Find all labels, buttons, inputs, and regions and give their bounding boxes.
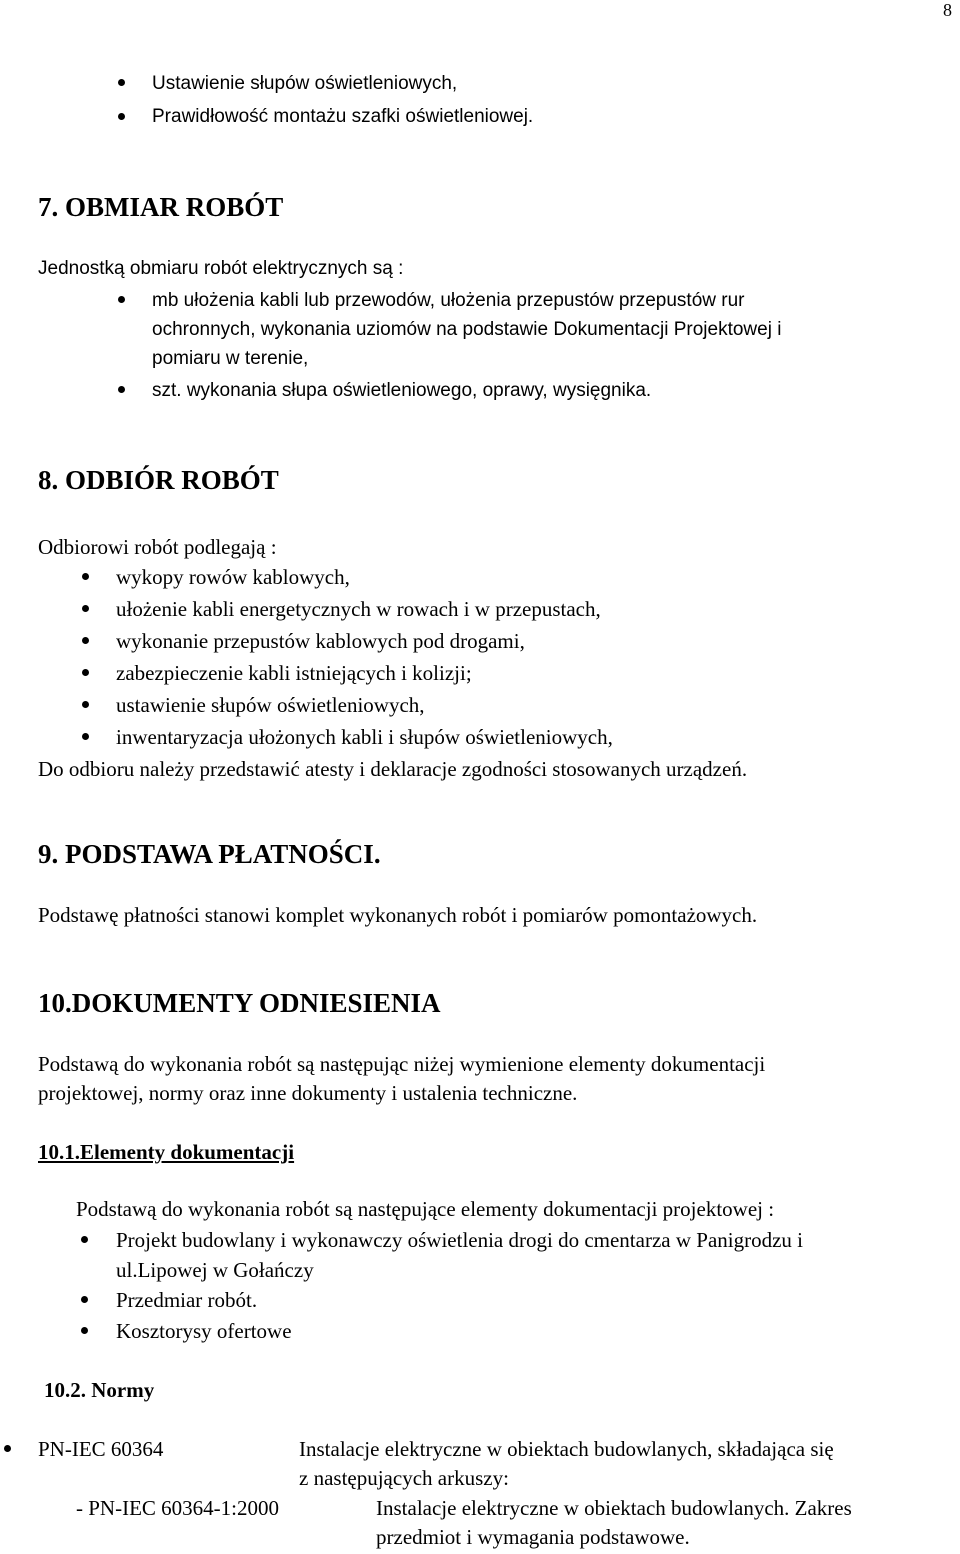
bullet	[82, 637, 89, 644]
section-8-item: zabezpieczenie kabli istniejących i kolizji;	[116, 661, 472, 685]
section-7-item-line: pomiaru w terenie,	[152, 348, 309, 369]
bullet	[118, 386, 125, 393]
section-10-text-line: projektowej, normy oraz inne dokumenty i ustalenia techniczne.	[38, 1081, 578, 1105]
section-8-closing: Do odbioru należy przedstawić atesty i deklaracje zgodności stosowanych urządzeń.	[38, 757, 748, 781]
section-8-intro: Odbiorowi robót podlegają :	[38, 535, 277, 559]
norm-description-line: przedmiot i wymagania podstawowe.	[376, 1525, 690, 1549]
section-8-item: wykopy rowów kablowych,	[116, 565, 350, 589]
bullet	[118, 79, 125, 86]
section-8-item: wykonanie przepustów kablowych pod drogami,	[116, 629, 525, 653]
bullet	[81, 1296, 88, 1303]
bullet	[82, 669, 89, 676]
bullet	[82, 605, 89, 612]
page-number: 8	[943, 0, 952, 20]
norm-code: PN-IEC 60364	[38, 1437, 164, 1461]
section-10-2-heading: 10.2. Normy	[44, 1378, 155, 1402]
section-10-1-intro: Podstawą do wykonania robót są następujące elementy dokumentacji projektowej :	[76, 1197, 775, 1221]
intro-list-item: Ustawienie słupów oświetleniowych,	[152, 73, 458, 94]
section-10-1-item: Kosztorysy ofertowe	[116, 1319, 292, 1343]
section-7-intro: Jednostką obmiaru robót elektrycznych są :	[38, 258, 404, 279]
section-10-text-line: Podstawą do wykonania robót są następując niżej wymienione elementy dokumentacji	[38, 1052, 766, 1076]
section-10-1-item: Przedmiar robót.	[116, 1288, 258, 1312]
section-8-heading: 8. ODBIÓR ROBÓT	[38, 465, 279, 495]
bullet	[81, 1236, 88, 1243]
bullet	[82, 573, 89, 580]
norm-code: - PN-IEC 60364-1:2000	[76, 1496, 279, 1520]
section-8-item: inwentaryzacja ułożonych kabli i słupów oświetleniowych,	[116, 725, 613, 749]
section-9-text: Podstawę płatności stanowi komplet wykonanych robót i pomiarów pomontażowych.	[38, 903, 758, 927]
bullet	[118, 296, 125, 303]
section-10-heading: 10.DOKUMENTY ODNIESIENIA	[38, 988, 441, 1018]
section-9-heading: 9. PODSTAWA PŁATNOŚCI.	[38, 839, 381, 869]
bullet	[81, 1327, 88, 1334]
section-7-item: szt. wykonania słupa oświetleniowego, oprawy, wysięgnika.	[152, 380, 652, 401]
bullet	[82, 701, 89, 708]
bullet	[118, 113, 125, 120]
bullet	[82, 733, 89, 740]
section-7-item-line: ochronnych, wykonania uziomów na podstawie Dokumentacji Projektowej i	[152, 319, 782, 340]
section-7-heading: 7. OBMIAR ROBÓT	[38, 192, 284, 222]
norm-description-line: z następujących arkuszy:	[299, 1466, 509, 1490]
section-10-1-heading: 10.1.Elementy dokumentacji	[38, 1140, 295, 1164]
section-7-item-line: mb ułożenia kabli lub przewodów, ułożenia przepustów przepustów rur	[152, 290, 745, 311]
intro-list-item: Prawidłowość montażu szafki oświetleniowej.	[152, 106, 534, 127]
section-10-1-item-line: ul.Lipowej w Gołańczy	[116, 1258, 314, 1282]
norm-description-line: Instalacje elektryczne w obiektach budowlanych, składająca się	[299, 1437, 834, 1461]
section-8-item: ustawienie słupów oświetleniowych,	[116, 693, 425, 717]
norm-description-line: Instalacje elektryczne w obiektach budowlanych. Zakres	[376, 1496, 852, 1520]
section-10-1-item-line: Projekt budowlany i wykonawczy oświetlenia drogi do cmentarza w Panigrodzu i	[116, 1228, 803, 1252]
section-8-item: ułożenie kabli energetycznych w rowach i w przepustach,	[116, 597, 601, 621]
bullet	[4, 1445, 11, 1452]
